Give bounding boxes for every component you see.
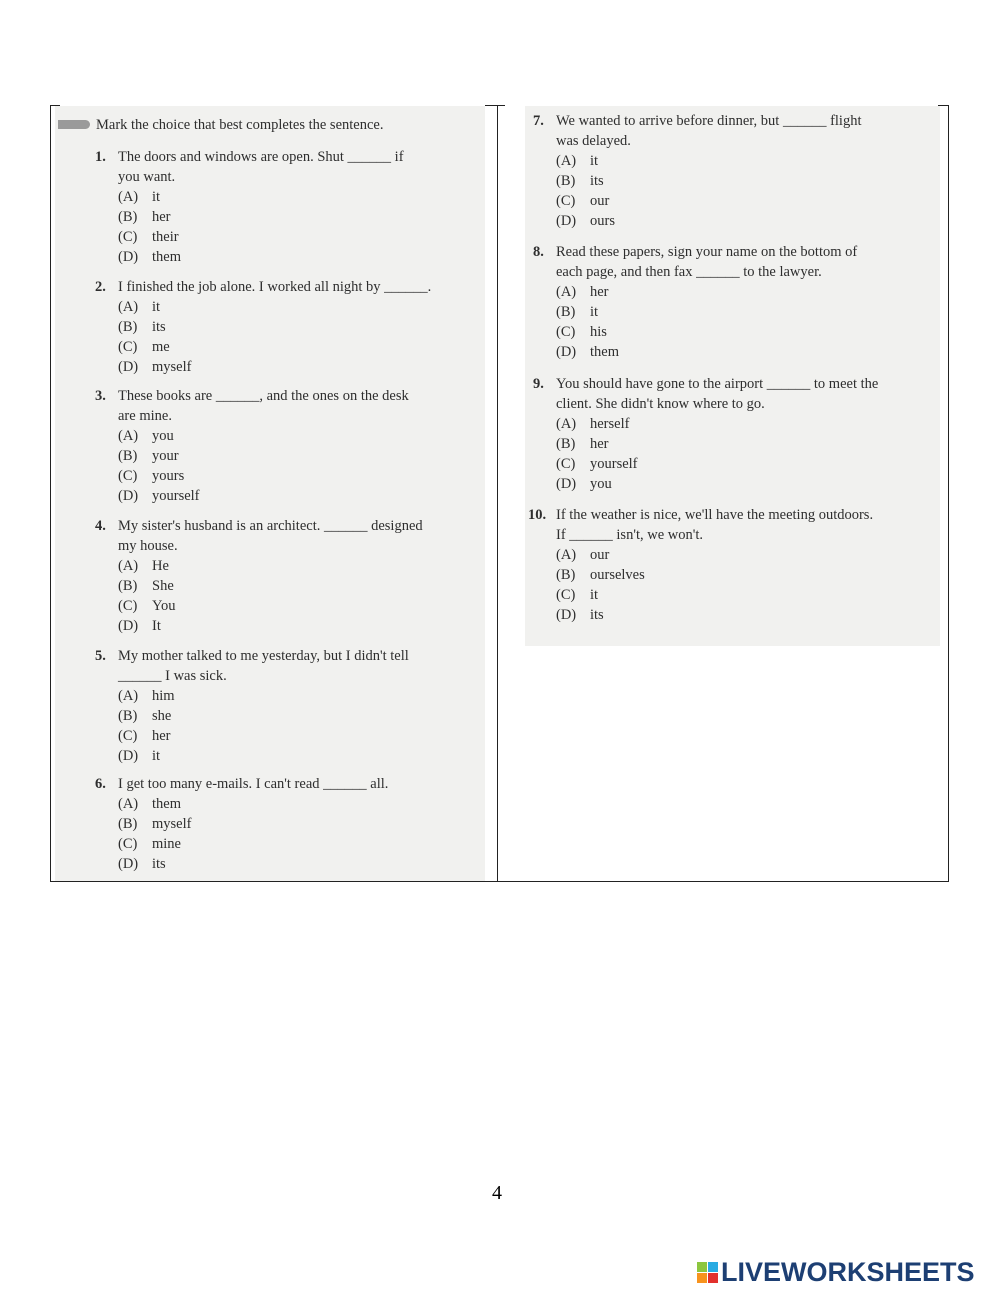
option-letter: (A) [556,416,577,432]
option-letter: (A) [118,299,139,315]
option-text: ourselves [590,567,645,583]
option-letter: (A) [118,688,139,704]
question-text-line: The doors and windows are open. Shut ______ if [118,149,404,165]
option-text: you [590,476,612,492]
option-letter: (D) [118,488,139,504]
answer-option[interactable] [118,686,409,706]
question-text-line: My sister's husband is an architect. ______ designed [118,518,423,534]
answer-option[interactable] [118,556,423,576]
option-text: them [152,796,181,812]
question-text-line: We wanted to arrive before dinner, but ______ flight [556,113,862,129]
question-text-line: was delayed. [556,133,631,149]
option-text: it [590,304,599,320]
answer-option[interactable] [556,322,857,342]
option-text: myself [152,816,192,832]
answer-option[interactable] [556,302,857,322]
answer-option[interactable] [118,227,404,247]
answer-option[interactable] [556,454,878,474]
option-text: it [590,153,599,169]
question-3 [95,386,409,506]
option-text: mine [152,836,181,852]
answer-option[interactable] [118,834,388,854]
logo-text: LIVEWORKSHEETS [721,1257,975,1287]
question-number: 10. [528,507,547,523]
question-number: 3. [95,388,106,404]
answer-option[interactable] [556,151,861,171]
question-4 [95,516,423,636]
option-letter: (C) [118,339,138,355]
answer-option[interactable] [118,187,404,207]
option-text: them [152,249,181,265]
question-number: 6. [95,776,106,792]
answer-option[interactable] [118,466,409,486]
question-9 [533,374,879,494]
answer-option[interactable] [118,854,388,874]
option-letter: (B) [118,319,138,335]
option-letter: (A) [118,558,139,574]
question-6 [95,774,389,874]
option-text: it [152,189,161,205]
option-letter: (B) [118,708,138,724]
answer-option[interactable] [556,434,878,454]
question-number: 7. [533,113,544,129]
logo-blocks-icon [697,1262,718,1283]
option-text: myself [152,359,192,375]
option-text: You [152,598,176,614]
question-text-line: client. She didn't know where to go. [556,396,765,412]
option-text: them [590,344,619,360]
option-letter: (D) [118,249,139,265]
option-text: his [590,324,607,340]
option-text: her [590,284,609,300]
question-text-line: I finished the job alone. I worked all night by ______. [118,279,432,295]
option-text: its [152,856,166,872]
option-letter: (B) [118,578,138,594]
option-letter: (C) [118,836,138,852]
question-1 [95,147,404,267]
option-letter: (B) [118,209,138,225]
answer-option[interactable] [556,585,873,605]
option-letter: (D) [556,213,577,229]
option-text: their [152,229,179,245]
option-letter: (D) [556,344,577,360]
option-text: him [152,688,175,704]
question-text-line: If the weather is nice, we'll have the meeting outdoors. [556,507,874,523]
question-text-line: I get too many e-mails. I can't read ______ all. [118,776,389,792]
option-letter: (B) [556,304,576,320]
answer-option[interactable] [118,576,423,596]
option-letter: (C) [118,229,138,245]
question-number: 8. [533,244,544,260]
answer-option[interactable] [556,474,878,494]
question-number: 5. [95,648,106,664]
question-number: 1. [95,149,106,165]
instruction-text: Mark the choice that best completes the sentence. [96,117,384,133]
option-letter: (D) [118,359,139,375]
question-text-line: are mine. [118,408,172,424]
question-text-line: You should have gone to the airport ______ to meet the [556,376,879,392]
option-letter: (B) [118,448,138,464]
frame-top-left [50,105,60,106]
option-text: it [152,299,161,315]
option-letter: (A) [118,428,139,444]
answer-option[interactable] [556,191,861,211]
option-letter: (A) [556,547,577,563]
option-letter: (C) [118,468,138,484]
option-text: our [590,547,610,563]
option-text: it [590,587,599,603]
option-letter: (D) [118,618,139,634]
option-text: It [152,618,161,634]
option-letter: (B) [118,816,138,832]
option-letter: (B) [556,173,576,189]
option-letter: (D) [118,748,139,764]
option-text: yourself [590,456,638,472]
answer-option[interactable] [118,207,404,227]
question-text-line: ______ I was sick. [118,668,227,684]
option-letter: (D) [118,856,139,872]
option-text: its [590,173,604,189]
question-7 [533,111,862,231]
option-text: our [590,193,610,209]
option-letter: (A) [556,153,577,169]
question-8 [533,242,858,362]
option-text: you [152,428,174,444]
answer-option[interactable] [556,414,878,434]
answer-option[interactable] [118,317,431,337]
question-number: 9. [533,376,544,392]
answer-option[interactable] [118,426,409,446]
answer-option[interactable] [556,282,857,302]
option-text: her [590,436,609,452]
answer-option[interactable] [118,706,409,726]
option-letter: (D) [556,607,577,623]
question-number: 4. [95,518,106,534]
answer-option[interactable] [118,297,431,317]
option-text: ours [590,213,615,229]
question-5 [95,646,409,766]
frame-top-mid [485,105,505,106]
option-text: She [152,578,174,594]
answer-option[interactable] [118,794,388,814]
answer-option[interactable] [118,726,409,746]
option-text: He [152,558,169,574]
option-letter: (C) [556,456,576,472]
page-number: 4 [492,1182,502,1204]
option-text: herself [590,416,630,432]
answer-option[interactable] [118,357,431,377]
option-text: its [152,319,166,335]
option-letter: (C) [118,728,138,744]
question-text-line: These books are ______, and the ones on the desk [118,388,409,404]
option-text: her [152,209,171,225]
option-text: me [152,339,170,355]
question-text-line: Read these papers, sign your name on the bottom of [556,244,858,260]
answer-option[interactable] [118,616,423,636]
answer-option[interactable] [556,211,861,231]
question-text-line: each page, and then fax ______ to the lawyer. [556,264,822,280]
option-letter: (A) [118,796,139,812]
option-letter: (A) [118,189,139,205]
instruction-bullet-icon [58,120,90,129]
option-letter: (C) [556,193,576,209]
option-text: she [152,708,172,724]
option-text: her [152,728,171,744]
option-letter: (B) [556,567,576,583]
option-text: yours [152,468,185,484]
answer-option[interactable] [118,746,409,766]
option-letter: (C) [556,324,576,340]
question-text-line: If ______ isn't, we won't. [556,527,703,543]
option-letter: (C) [118,598,138,614]
answer-option[interactable] [556,342,857,362]
answer-option[interactable] [118,486,409,506]
option-letter: (C) [556,587,576,603]
answer-option[interactable] [556,171,861,191]
liveworksheets-logo [697,1257,975,1288]
answer-option[interactable] [556,605,873,625]
option-letter: (B) [556,436,576,452]
question-number: 2. [95,279,106,295]
option-letter: (D) [556,476,577,492]
answer-option[interactable] [118,814,388,834]
answer-option[interactable] [556,565,873,585]
column-divider [497,105,498,882]
answer-option[interactable] [118,596,423,616]
option-text: its [590,607,604,623]
question-2 [95,277,432,377]
answer-option[interactable] [118,247,404,267]
question-text-line: my house. [118,538,178,554]
option-text: yourself [152,488,200,504]
option-text: your [152,448,179,464]
question-text-line: you want. [118,169,176,185]
answer-option[interactable] [118,337,431,357]
question-10 [528,505,874,625]
answer-option[interactable] [556,545,873,565]
frame-top-right [938,105,948,106]
option-text: it [152,748,161,764]
question-text-line: My mother talked to me yesterday, but I didn't tell [118,648,409,664]
option-letter: (A) [556,284,577,300]
answer-option[interactable] [118,446,409,466]
